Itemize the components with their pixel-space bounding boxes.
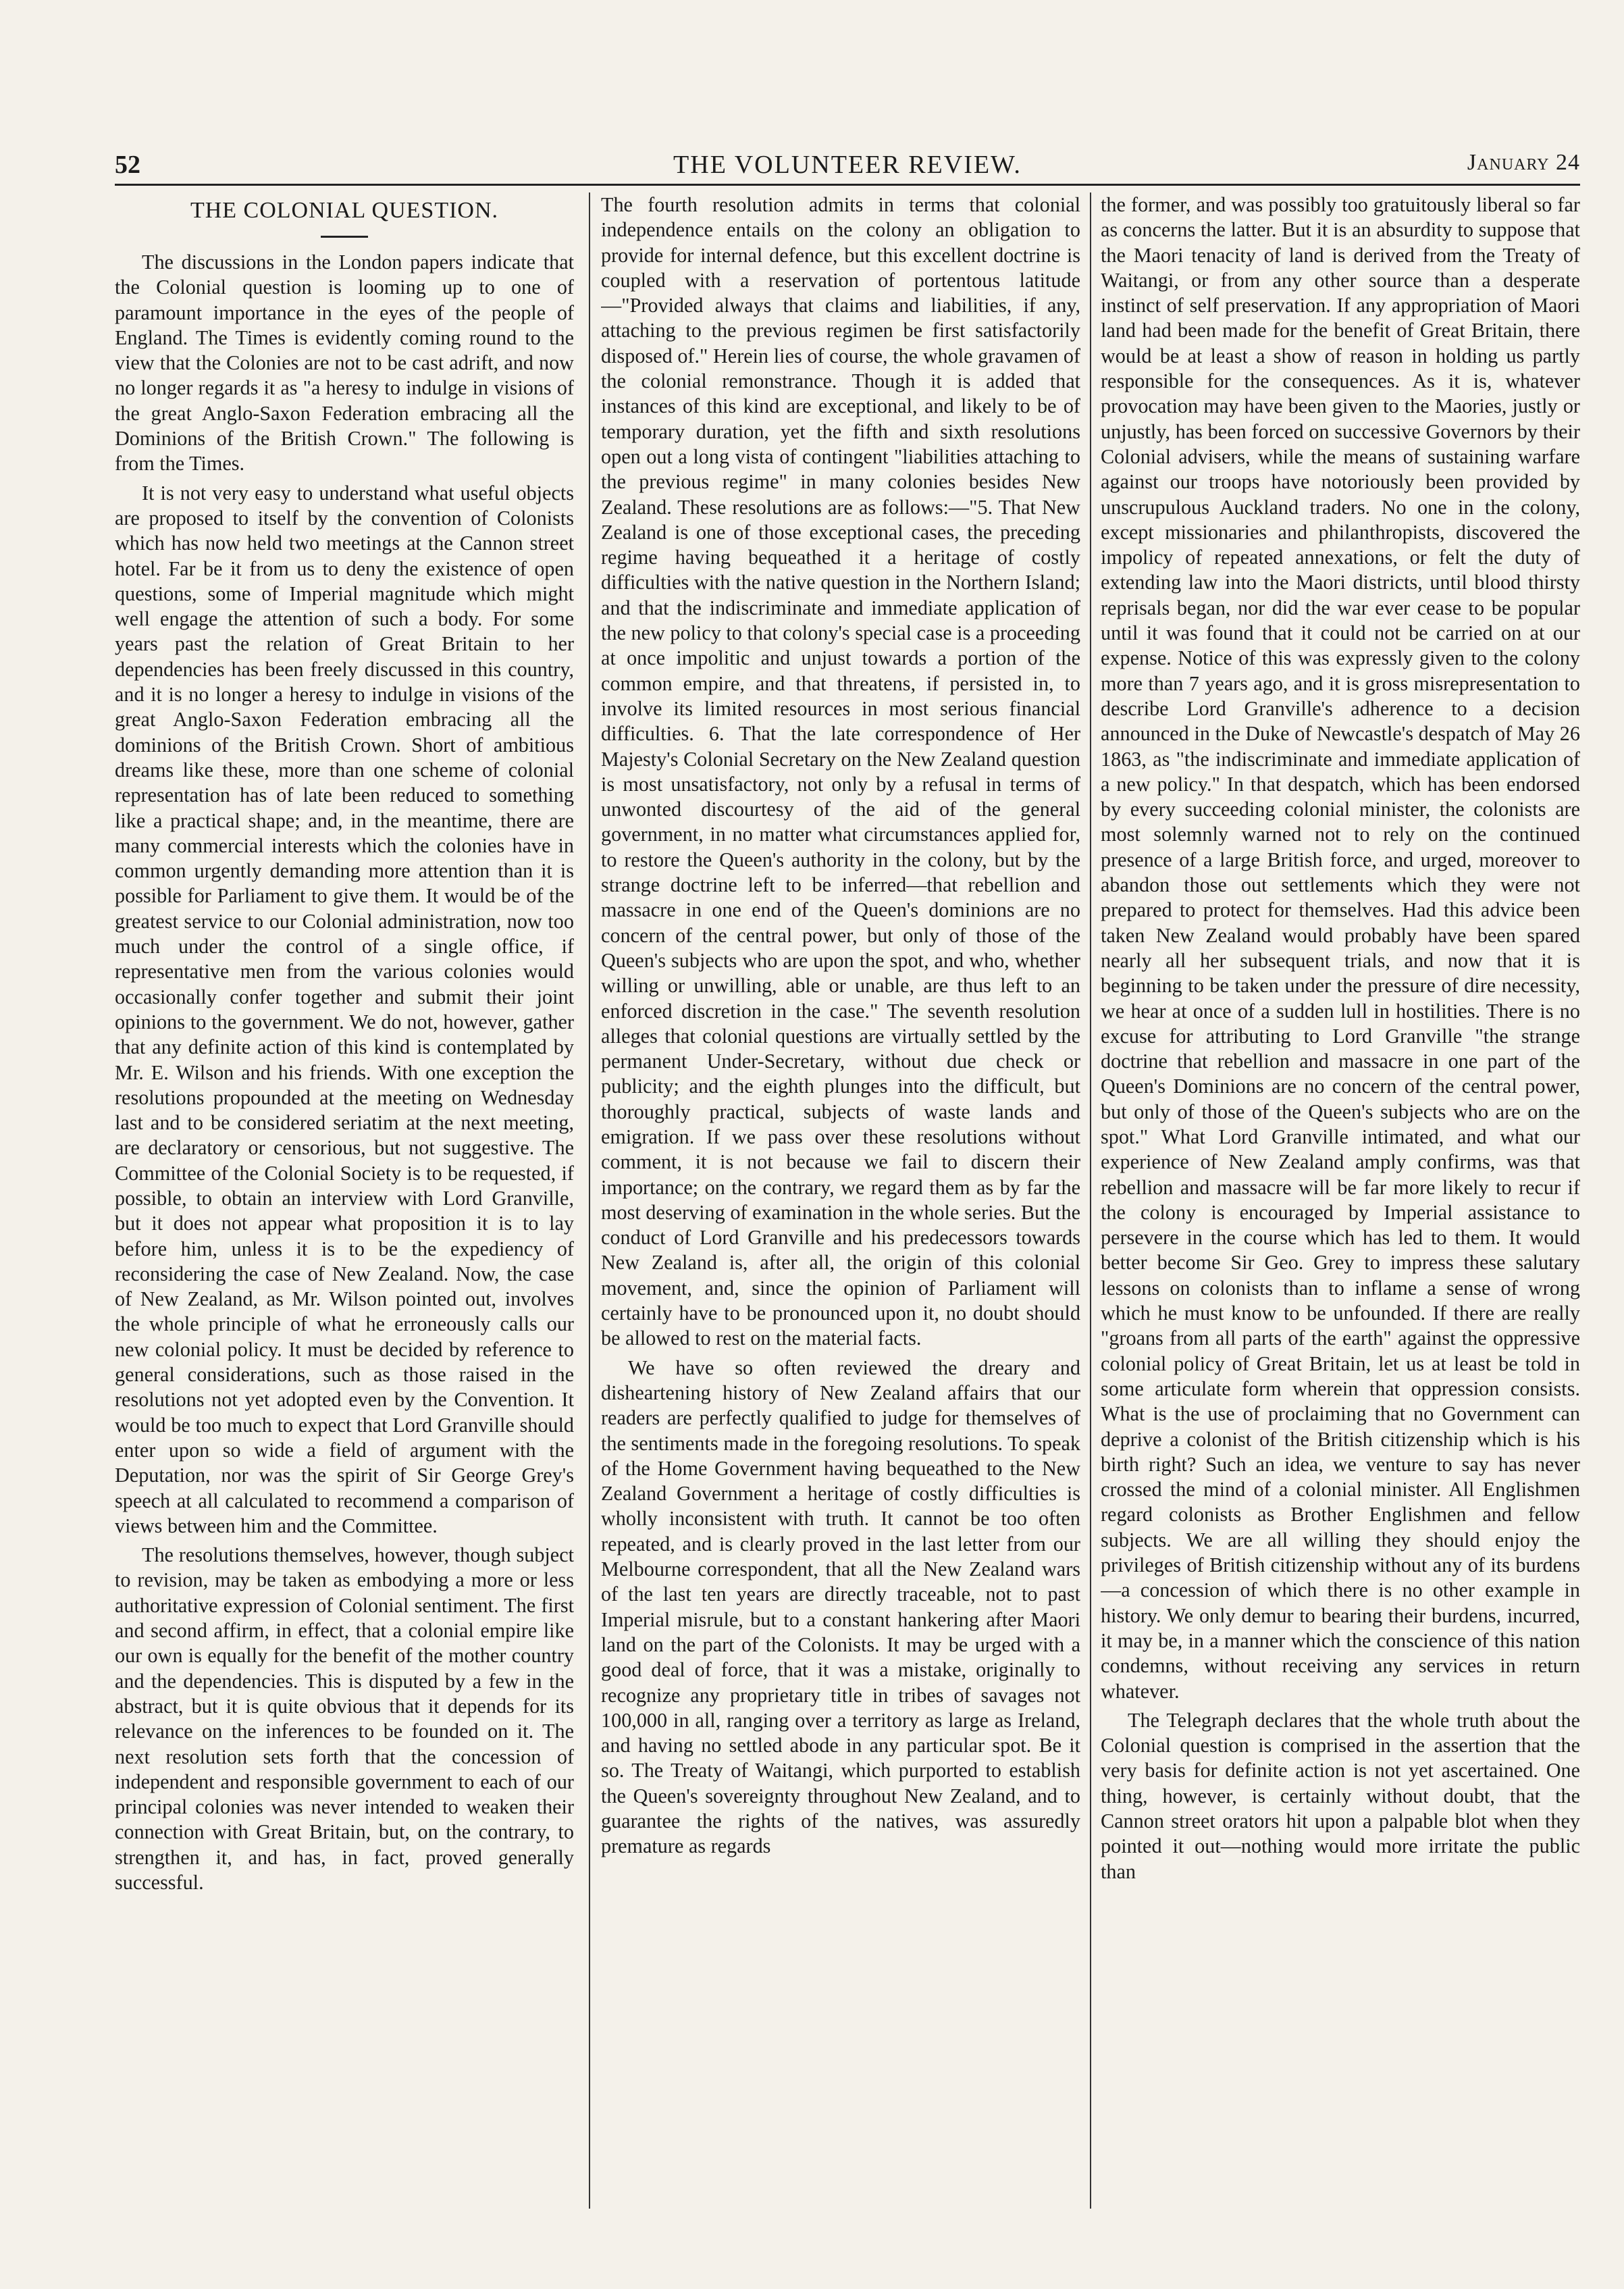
paragraph: The Telegraph declares that the whole truth about the Colonial question is comprised in the assertion that the very basis for definite action is not yet ascertained. One thing, however, is certainly without doubt, that the Cannon street orators hit upon a palpable blot when they pointed it out—nothing would more irritate the public than <box>1101 1708 1580 1883</box>
paragraph: It is not very easy to understand what useful objects are proposed to itself by the convention of Colonists which has now held two meetings at the Cannon street hotel. Far be it from us to deny the existence of open questions, some of Imperial magnitude which might well engage the attention of such a body. For some years past the relation of Great Britain to her dependencies has been freely discussed in this country, and it is no longer a heresy to indulge in visions of the great Anglo-Saxon Federation embracing all the dominions of the British Crown. Short of ambitious dreams like these, more than one scheme of colonial representation has of late been reduced to something like a practical shape; and, in the meantime, there are many commercial interests which the colonies have in common urgently demanding more attention than it is possible for Parliament to give them. It would be of the greatest service to our Colonial administration, now too much under the control of a single office, if representative men from the various colonies would occasionally confer together and submit their joint opinions to the government. We do not, however, gather that any definite action of this kind is contemplated by Mr. E. Wilson and his friends. With one exception the resolutions propounded at the meeting on Wednesday last and to be considered seriatim at the next meeting, are declaratory or censorious, but not suggestive. The Committee of the Colonial Society is to be requested, if possible, to obtain an interview with Lord Granville, but it does not appear what proposition it is to lay before him, unless it is to be the expediency of reconsidering the case of New Zealand. Now, the case of New Zealand, as Mr. Wilson pointed out, involves the whole principle of what he erroneously calls our new colonial policy. It must be decided by reference to general considerations, such as those raised in the resolutions not yet adopted even by the Convention. It would be too much to expect that Lord Granville should enter upon so wide a field of argument with the Deputation, nor was the spirit of Sir George Grey's speech at all calculated to recommend a comparison of views between him and the Committee. <box>115 481 574 1537</box>
column-2 <box>601 192 1080 2205</box>
paragraph: We have so often reviewed the dreary and disheartening history of New Zealand affairs that our readers are perfectly qualified to judge for themselves of the sentiments made in the foregoing resolutions. To speak of the Home Government having bequeathed to the New Zealand Government a heritage of costly difficulties is wholly inconsistent with truth. It cannot be too often repeated, and is clearly proved in the last letter from our Melbourne correspondent, that all the New Zealand wars of the last ten years are directly traceable, not to past Imperial misrule, but to a constant hankering after Maori land on the part of the Colonists. It may be urged with a good deal of force, that it was a mistake, originally to recognize any proprietary title in tribes of savages not 100,000 in all, ranging over a territory as large as Ireland, and having no settled abode in any particular spot. Be it so. The Treaty of Waitangi, which purported to establish the Queen's sovereignty throughout New Zealand, and to guarantee the rights of the natives, was assuredly premature as regards <box>601 1356 1080 1858</box>
paragraph: The fourth resolution admits in terms that colonial independence entails on the colony an obligation to provide for internal defence, but this excellent doctrine is coupled with a reservation of portentous latitude—"Provided always that claims and liabilities, if any, attaching to the previous regimen be first satisfactorily disposed of." Herein lies of course, the whole gravamen of the colonial remonstrance. Though it is added that instances of this kind are exceptional, and likely to be of temporary duration, yet the fifth and sixth resolutions open out a long vista of contingent "liabilities attaching to the previous regime" in many colonies besides New Zealand. These resolutions are as follows:—"5. That New Zealand is one of those exceptional cases, the preceding regime having bequeathed it a heritage of costly difficulties with the native question in the Northern Island; and that the indiscriminate and immediate application of the new policy to that colony's special case is a proceeding at once impolitic and unjust towards a portion of the common empire, and that threatens, if persisted in, to involve its limited resources in most serious financial difficulties. 6. That the late correspondence of Her Majesty's Colonial Secretary on the New Zealand question is most unsatisfactory, not only by a refusal in terms of unwonted discourtesy of the aid of the general government, in no matter what circumstances applied for, to restore the Queen's authority in the colony, but by the strange doctrine left to be inferred—that rebellion and massacre in one end of the Queen's dominions are no concern of the central power, but only of those of the Queen's subjects who are upon the spot, and who, whether willing or unwilling, able or unable, are thus left to an enforced discretion in the case." The seventh resolution alleges that colonial questions are virtually settled by the permanent Under-Secretary, without due check or publicity; and the eighth plunges into the difficult, but thoroughly practical, subjects of waste lands and emigration. If we pass over these resolutions without comment, it is not because we fail to discern their importance; on the contrary, we regard them as by far the most deserving of examination in the whole series. But the conduct of Lord Granville and his predecessors towards New Zealand is, after all, the origin of this colonial movement, and, since the opinion of Parliament will certainly have to be pronounced upon it, no doubt should be allowed to rest on the material facts. <box>601 193 1080 1350</box>
column-3 <box>1101 192 1580 2205</box>
page-number: 52 <box>115 151 140 179</box>
column-1 <box>115 192 574 2205</box>
journal-title: THE VOLUNTEER REVIEW. <box>673 151 1022 179</box>
column-rule <box>1090 192 1091 2209</box>
paragraph: The discussions in the London papers indicate that the Colonial question is looming up to one of paramount importance in the eyes of the people of England. The Times is evidently coming round to the view that the Colonies are not to be cast adrift, and now no longer regards it as "a heresy to indulge in visions of the great Anglo-Saxon Federation embracing all the Dominions of the British Crown." The following is from the Times. <box>115 251 574 475</box>
paragraph: the former, and was possibly too gratuitously liberal so far as concerns the latter. But it is an absurdity to suppose that the Maori tenacity of land is derived from the Treaty of Waitangi, or from any other source than a desperate instinct of self preservation. If any appropriation of Maori land had been made for the benefit of Great Britain, there would be at least a show of reason in holding us partly responsible for the consequences. As it is, whatever provocation may have been given to the Maories, justly or unjustly, has been forced on successive Governors by their Colonial advisers, while the means of sustaining warfare against our troops have notoriously been provided by unscrupulous Auckland traders. No one in the colony, except missionaries and philanthropists, discovered the impolicy of repeated annexations, or felt the duty of extending law into the Maori districts, until blood thirsty reprisals began, nor did the war ever cease to be popular until it was found that it could not be carried on at our expense. Notice of this was expressly given to the colony more than 7 years ago, and it is gross misrepresentation to describe Lord Granville's adherence to a decision announced in the Duke of Newcastle's despatch of May 26 1863, as "the indiscriminate and immediate application of a new policy." In that despatch, which has been endorsed by every succeeding colonial minister, the colonists are most solemnly warned not to rely on the continued presence of a large British force, and urged, moreover to abandon those out settlements which they were not prepared to protect for themselves. Had this advice been taken New Zealand would probably have been spared nearly all her subsequent trials, and now that it is beginning to be taken under the pressure of dire necessity, we hear at once of a sudden lull in hostilities. There is no excuse for attributing to Lord Granville "the strange doctrine that rebellion and massacre in one part of the Queen's Dominions are no concern of the central power, but only of those of the Queen's subjects who are on the spot." What Lord Granville intimated, and what our experience of New Zealand amply confirms, was that rebellion and massacre will be far more likely to recur if the colony is encouraged by Imperial assistance to persevere in the course which has led to them. It would better become Sir Geo. Grey to impress these salutary lessons on colonists than to inflame a sense of wrong which he must know to be unfounded. If there are really "groans from all parts of the earth" against the oppressive colonial policy of Great Britain, let us at least be told in some articulate form wherein that oppression consists. What is the use of proclaiming that no Government can deprive a colonist of the British citizenship which is his birth right? Such an idea, we venture to say has never crossed the mind of a colonial minister. All Englishmen regard colonists as Brother Englishmen and fellow subjects. We are all willing they should enjoy the privileges of British citizenship without any of its burdens—a concession of which there is no other example in history. We only demur to bearing their burdens, incurred, it may be, in a manner which the conscience of this nation condemns, without receiving any services in return whatever. <box>1101 193 1580 1703</box>
article-title: THE COLONIAL QUESTION. <box>190 198 499 223</box>
issue-date: January 24 <box>1467 150 1580 175</box>
title-rule <box>321 236 368 238</box>
column-rule <box>589 192 590 2209</box>
paragraph: The resolutions themselves, however, though subject to revision, may be taken as embodying a more or less authoritative expression of Colonial sentiment. The first and second affirm, in effect, that a colonial empire like our own is equally for the benefit of the mother country and the dependencies. This is disputed by a few in the abstract, but it is quite obvious that it depends for its relevance on the inferences to be founded on it. The next resolution sets forth that the concession of independent and responsible government to each of our principal colonies was never intended to weaken their connection with Great Britain, but, on the contrary, to strengthen it, and has, in fact, proved generally successful. <box>115 1543 574 1894</box>
header-rule <box>115 184 1580 186</box>
